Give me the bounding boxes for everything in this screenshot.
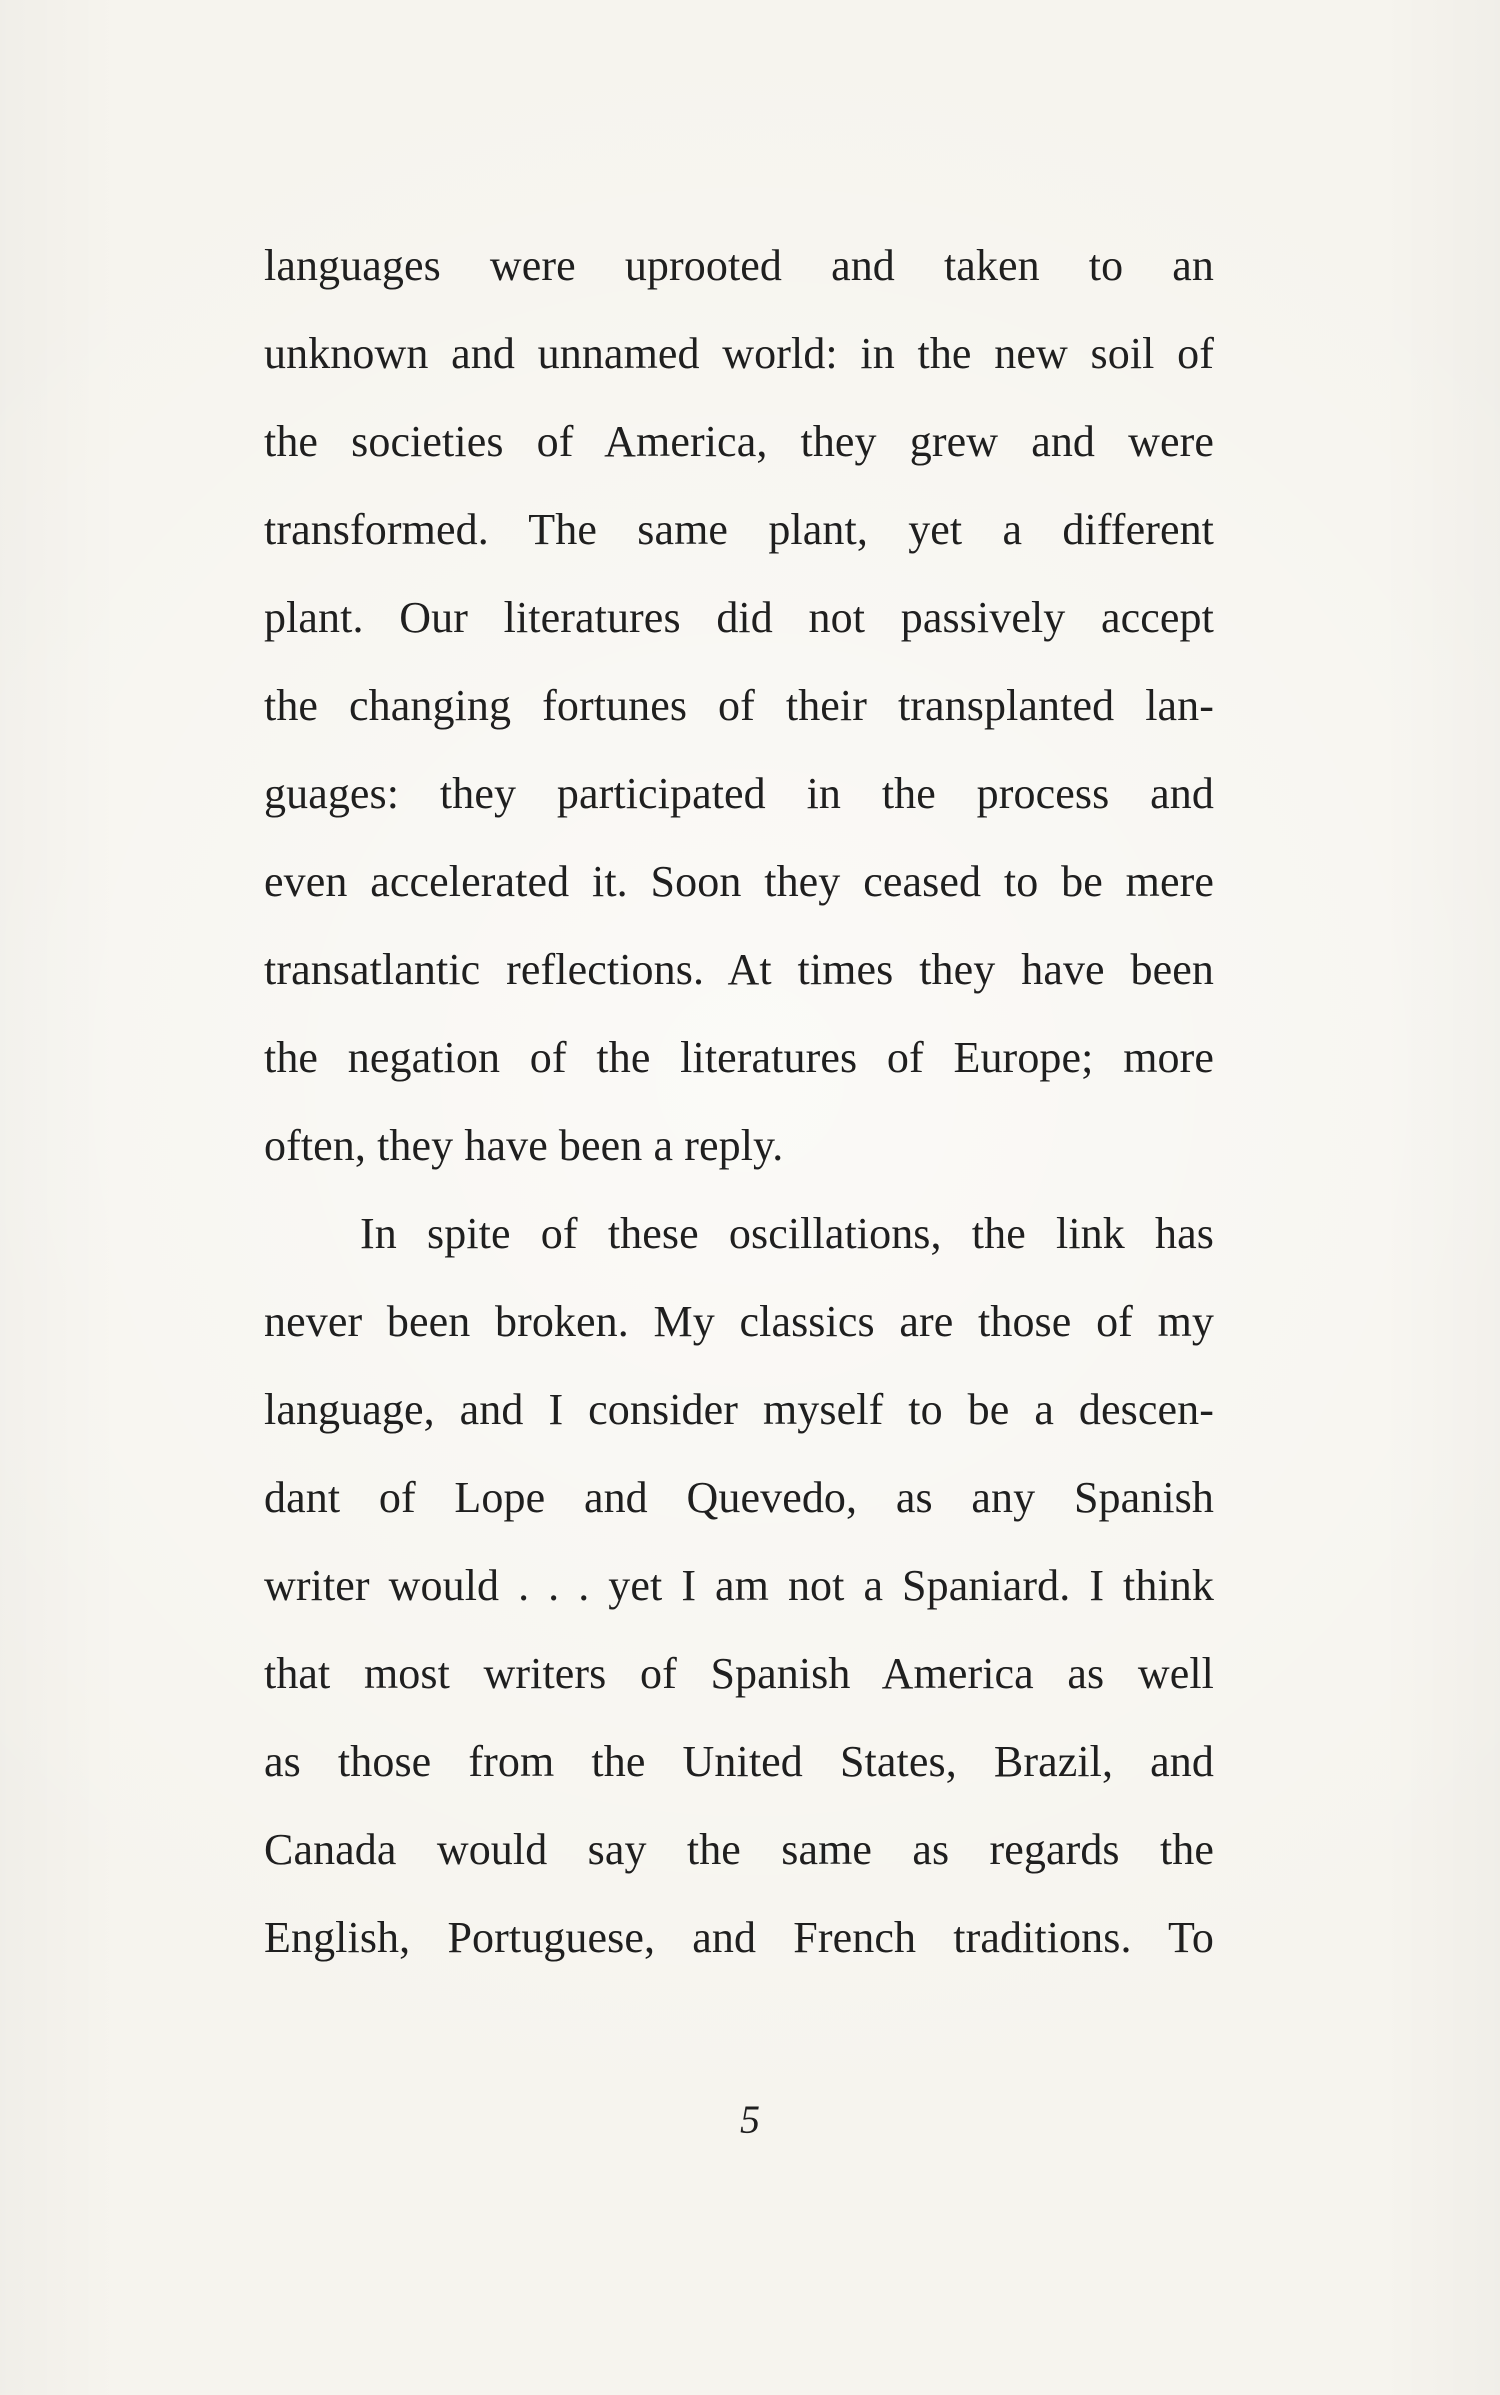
text-line: English, Portuguese, and French traditions. To <box>264 1913 1214 1962</box>
text-line: that most writers of Spanish America as well <box>264 1649 1214 1698</box>
text-line: even accelerated it. Soon they ceased to be mere <box>264 857 1214 906</box>
text-line: unknown and unnamed world: in the new soil of <box>264 329 1214 378</box>
text-line: the societies of America, they grew and were <box>264 417 1214 466</box>
text-line: plant. Our literatures did not passively accept <box>264 593 1214 642</box>
text-line: as those from the United States, Brazil, and <box>264 1737 1214 1786</box>
text-line: language, and I consider myself to be a descen- <box>264 1385 1214 1434</box>
text-line: often, they have been a reply. <box>264 1121 784 1170</box>
text-line: languages were uprooted and taken to an <box>264 241 1214 290</box>
paragraph-2 <box>264 1190 1214 1982</box>
page-number: 5 <box>740 2097 760 2142</box>
text-line: the changing fortunes of their transplanted lan- <box>264 681 1214 730</box>
text-line: In spite of these oscillations, the link has <box>360 1209 1214 1258</box>
paragraph-1 <box>264 222 1214 1190</box>
text-line: guages: they participated in the process and <box>264 769 1214 818</box>
text-line: transformed. The same plant, yet a different <box>264 505 1214 554</box>
text-line: writer would . . . yet I am not a Spaniard. I think <box>264 1561 1214 1610</box>
text-line: transatlantic reflections. At times they have been <box>264 945 1214 994</box>
text-line: the negation of the literatures of Europe; more <box>264 1033 1214 1082</box>
text-line: never been broken. My classics are those of my <box>264 1297 1214 1346</box>
text-line: Canada would say the same as regards the <box>264 1825 1214 1874</box>
body-text <box>264 222 1214 1982</box>
text-line: dant of Lope and Quevedo, as any Spanish <box>264 1473 1214 1522</box>
